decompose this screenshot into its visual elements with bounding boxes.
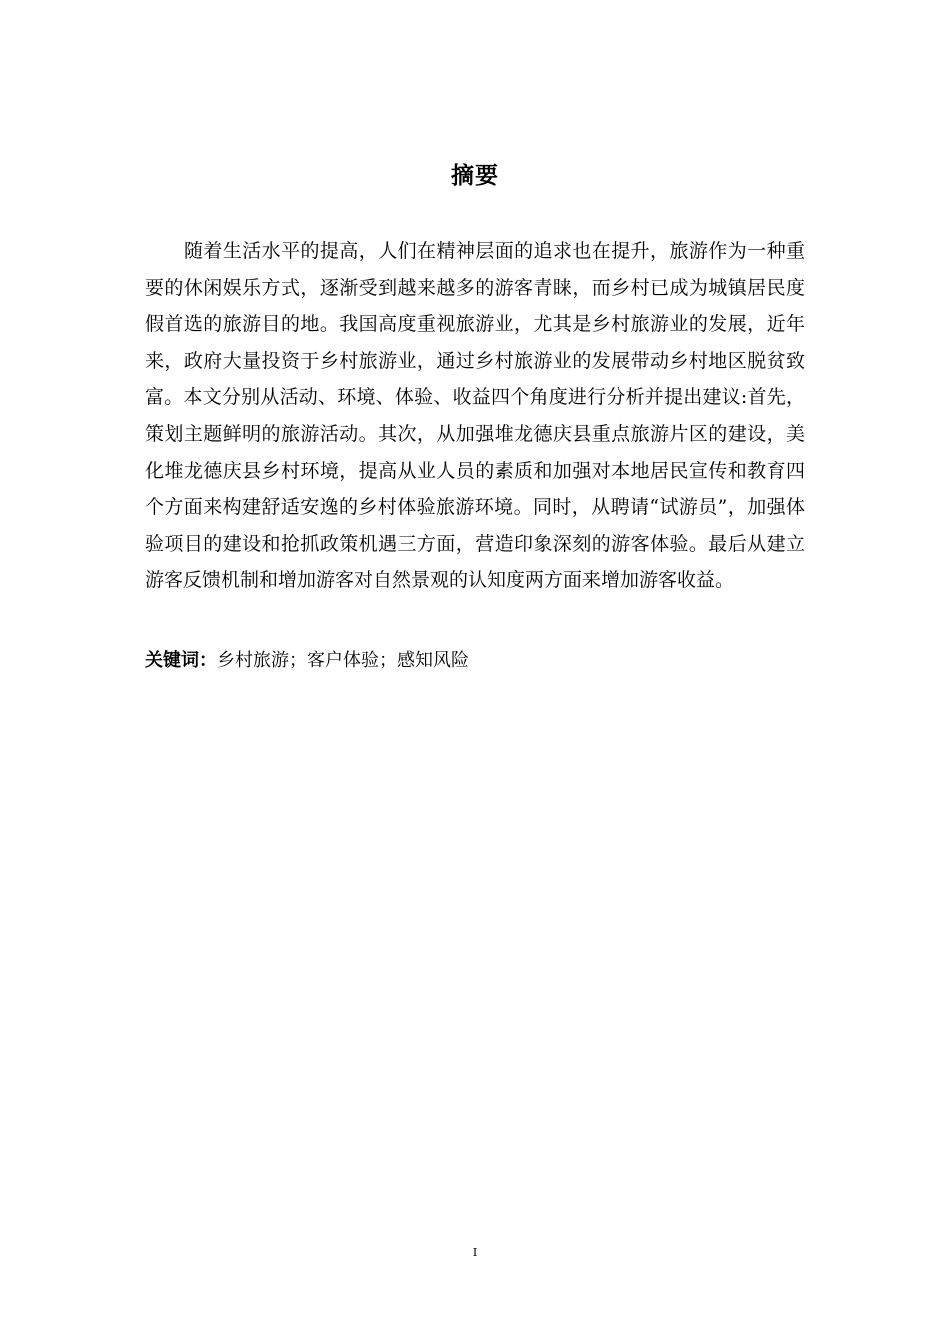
keywords-label: 关键词：: [145, 650, 217, 671]
keywords-text: 乡村旅游；客户体验；感知风险: [217, 650, 469, 671]
abstract-title: 摘要: [451, 163, 499, 189]
abstract-body: 随着生活水平的提高，人们在精神层面的追求也在提升，旅游作为一种重要的休闲娱乐方式，逐渐受到越来越多的游客青睐，而乡村已成为城镇居民度假首选的旅游目的地。我国高度重视旅游业，尤其是乡村旅游业的发展，近年来，政府大量投资于乡村旅游业，通过乡村旅游业的发展带动乡村地区脱贫致富。本文分别从活动、环境、体验、收益四个角度进行分析并提出建议:首先，策划主题鲜明的旅游活动。其次，从加强堆龙德庆县重点旅游片区的建设，美化堆龙德庆县乡村环境，提高从业人员的素质和加强对本地居民宣传和教育四个方面来构建舒适安逸的乡村体验旅游环境。同时，从聘请“试游员”，加强体验项目的建设和抢抓政策机遇三方面，营造印象深刻的游客体验。最后从建立游客反馈机制和增加游客对自然景观的认知度两方面来增加游客收益。: [145, 240, 805, 592]
page-number: I: [472, 1246, 478, 1259]
keywords-line: [145, 646, 805, 676]
